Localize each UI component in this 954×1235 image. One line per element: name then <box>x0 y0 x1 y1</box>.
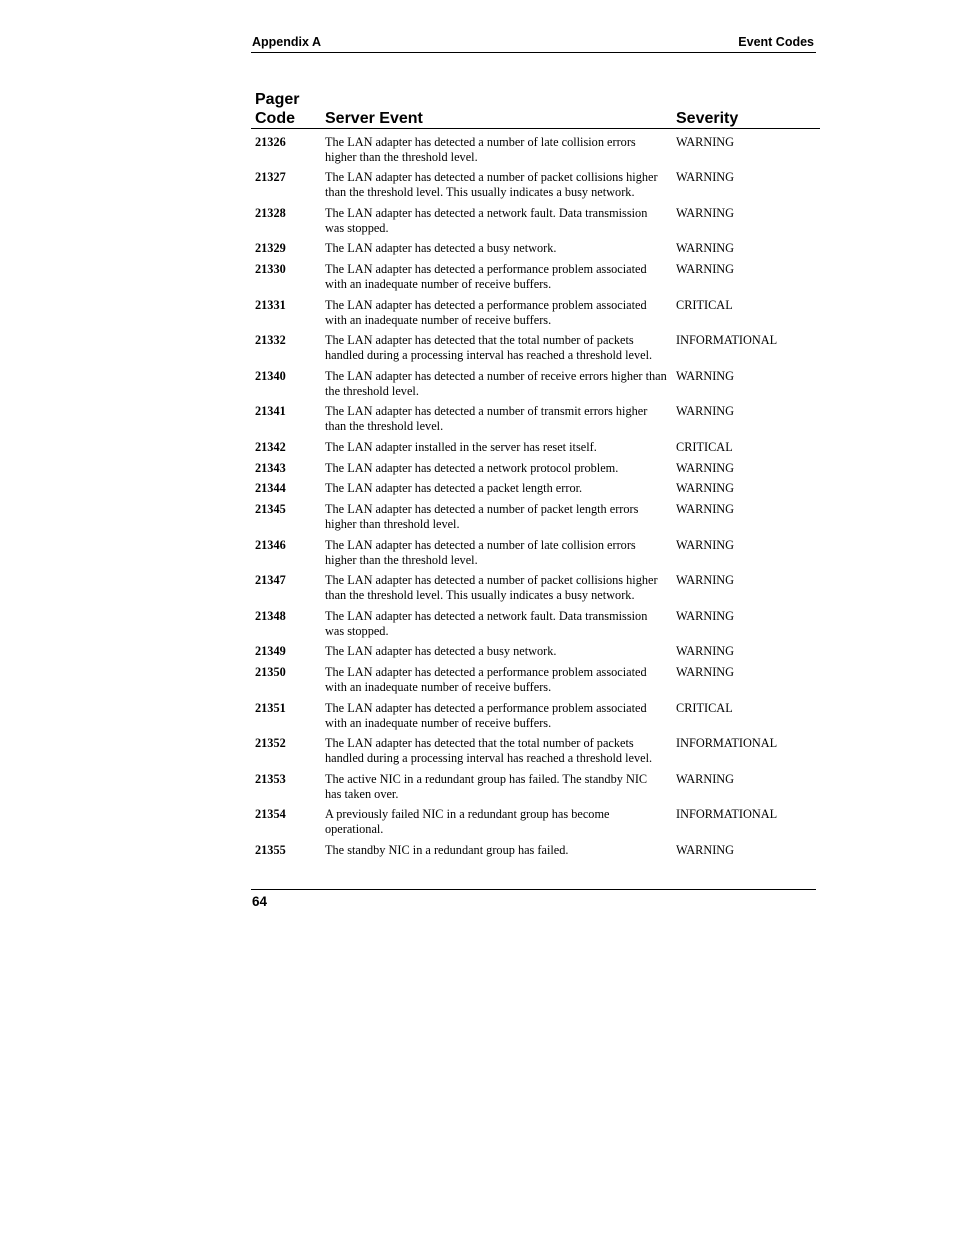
severity: WARNING <box>676 369 735 383</box>
server-event: The LAN adapter has detected a performance problem associated with an inadequate number of receive buffers. <box>325 298 647 327</box>
server-event: The standby NIC in a redundant group has failed. <box>325 843 569 857</box>
server-event: The LAN adapter has detected a busy network. <box>325 241 557 255</box>
column-header-severity: Severity <box>676 110 739 127</box>
server-event: The LAN adapter has detected a number of late collision errors higher than the threshold level. <box>325 538 636 567</box>
pager-code: 21344 <box>255 481 286 495</box>
severity: WARNING <box>676 502 735 516</box>
server-event: The LAN adapter has detected a network fault. Data transmission was stopped. <box>325 609 648 638</box>
severity: WARNING <box>676 170 735 184</box>
pager-code: 21350 <box>255 665 286 679</box>
severity: WARNING <box>676 609 735 623</box>
pager-code: 21329 <box>255 241 286 255</box>
severity: WARNING <box>676 843 735 857</box>
pager-code: 21328 <box>255 206 286 220</box>
severity: CRITICAL <box>676 440 733 454</box>
server-event: The LAN adapter has detected a number of late collision errors higher than the threshold level. <box>325 135 636 164</box>
severity: WARNING <box>676 772 735 786</box>
column-header-pager-code: Pager Code <box>255 91 300 127</box>
server-event: The LAN adapter installed in the server has reset itself. <box>325 440 597 454</box>
pager-code: 21326 <box>255 135 286 149</box>
pager-code: 21347 <box>255 573 286 587</box>
severity: WARNING <box>676 573 735 587</box>
server-event: The LAN adapter has detected a performance problem associated with an inadequate number of receive buffers. <box>325 262 647 291</box>
severity: WARNING <box>676 538 735 552</box>
server-event: The LAN adapter has detected that the total number of packets handled during a processing interval has reached a threshold level. <box>325 736 653 765</box>
pager-code: 21349 <box>255 644 286 658</box>
severity: WARNING <box>676 644 735 658</box>
pager-code: 21332 <box>255 333 286 347</box>
pager-code: 21355 <box>255 843 286 857</box>
server-event: A previously failed NIC in a redundant group has become operational. <box>325 807 610 836</box>
section-title: Appendix A <box>252 35 321 49</box>
server-event: The LAN adapter has detected a number of packet collisions higher than the threshold level. This usually indicates a busy network. <box>325 573 658 602</box>
page-number: 64 <box>252 894 268 909</box>
server-event: The LAN adapter has detected a number of transmit errors higher than the threshold level. <box>325 404 648 433</box>
pager-code: 21327 <box>255 170 286 184</box>
pager-code: 21353 <box>255 772 286 786</box>
pager-code: 21352 <box>255 736 286 750</box>
server-event: The LAN adapter has detected a network fault. Data transmission was stopped. <box>325 206 648 235</box>
server-event: The LAN adapter has detected that the total number of packets handled during a processing interval has reached a threshold level. <box>325 333 653 362</box>
severity: WARNING <box>676 206 735 220</box>
severity: CRITICAL <box>676 298 733 312</box>
severity: WARNING <box>676 481 735 495</box>
server-event: The LAN adapter has detected a number of packet length errors higher than threshold level. <box>325 502 639 531</box>
pager-code: 21343 <box>255 461 286 475</box>
severity: WARNING <box>676 135 735 149</box>
pager-code: 21345 <box>255 502 286 516</box>
severity: WARNING <box>676 404 735 418</box>
column-header-server-event: Server Event <box>325 110 423 127</box>
server-event: The active NIC in a redundant group has failed. The standby NIC has taken over. <box>325 772 648 801</box>
severity: WARNING <box>676 262 735 276</box>
server-event: The LAN adapter has detected a performance problem associated with an inadequate number of receive buffers. <box>325 665 647 694</box>
severity: INFORMATIONAL <box>676 807 778 821</box>
severity: INFORMATIONAL <box>676 333 778 347</box>
server-event: The LAN adapter has detected a number of packet collisions higher than the threshold level. This usually indicates a busy network. <box>325 170 658 199</box>
pager-code: 21340 <box>255 369 286 383</box>
pager-code: 21346 <box>255 538 286 552</box>
severity: WARNING <box>676 665 735 679</box>
table-header <box>251 89 820 129</box>
severity: CRITICAL <box>676 701 733 715</box>
server-event: The LAN adapter has detected a number of receive errors higher than the threshold level. <box>325 369 667 398</box>
severity: WARNING <box>676 241 735 255</box>
running-header <box>251 33 816 53</box>
chapter-title: Event Codes <box>738 35 814 49</box>
pager-code: 21354 <box>255 807 286 821</box>
server-event: The LAN adapter has detected a network protocol problem. <box>325 461 619 475</box>
pager-code: 21331 <box>255 298 286 312</box>
severity: WARNING <box>676 461 735 475</box>
pager-code: 21342 <box>255 440 286 454</box>
running-footer <box>251 889 816 912</box>
pager-code: 21330 <box>255 262 286 276</box>
server-event: The LAN adapter has detected a busy network. <box>325 644 557 658</box>
pager-code: 21348 <box>255 609 286 623</box>
pager-code: 21351 <box>255 701 286 715</box>
pager-code: 21341 <box>255 404 286 418</box>
server-event: The LAN adapter has detected a performance problem associated with an inadequate number of receive buffers. <box>325 701 647 730</box>
severity: INFORMATIONAL <box>676 736 778 750</box>
server-event: The LAN adapter has detected a packet length error. <box>325 481 583 495</box>
